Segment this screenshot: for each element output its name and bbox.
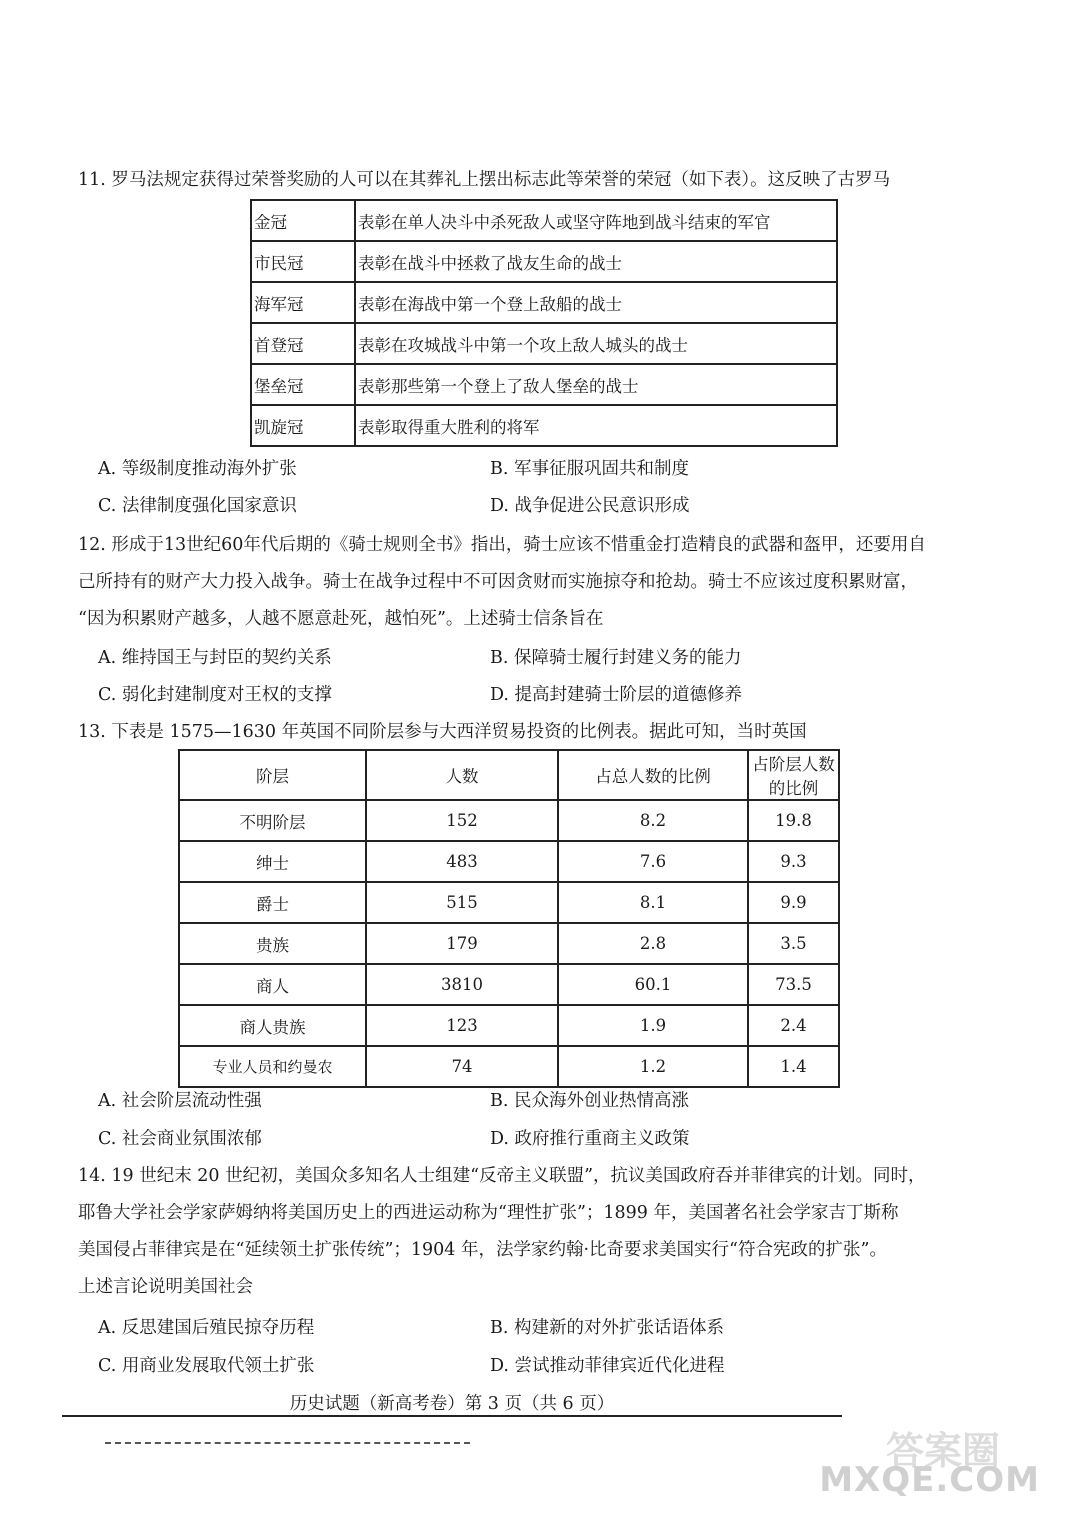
q13-investment-table — [178, 749, 840, 1088]
q14-option-a: A. 反思建国后殖民掠夺历程 — [98, 1318, 315, 1338]
table-cell: 2.8 — [558, 923, 748, 964]
table-cell: 爵士 — [179, 882, 366, 923]
crown-desc: 表彰在单人决斗中杀死敌人或坚守阵地到战斗结束的军官 — [355, 200, 837, 241]
crown-desc: 表彰取得重大胜利的将军 — [355, 405, 837, 446]
column-header: 阶层 — [179, 750, 366, 800]
q11-option-a: A. 等级制度推动海外扩张 — [98, 459, 297, 479]
q13-option-c: C. 社会商业氛围浓郁 — [98, 1129, 262, 1149]
q14-line: 美国侵占菲律宾是在“延续领土扩张传统”；1904 年，法学家约翰·比奇要求美国实行“符合宪政的扩张”。 — [78, 1240, 887, 1260]
q14-option-b: B. 构建新的对外扩张话语体系 — [490, 1318, 724, 1338]
table-cell: 1.4 — [748, 1046, 839, 1087]
table-row — [179, 1046, 839, 1087]
table-cell: 73.5 — [748, 964, 839, 1005]
column-header: 人数 — [366, 750, 558, 800]
column-header: 占总人数的比例 — [558, 750, 748, 800]
page-footer: 历史试题（新高考卷）第 3 页（共 6 页） — [289, 1394, 615, 1414]
crown-desc: 表彰在战斗中拯救了战友生命的战士 — [355, 241, 837, 282]
q13-stem: 13. 下表是 1575—1630 年英国不同阶层参与大西洋贸易投资的比例表。据此可知，当时英国 — [78, 722, 807, 742]
footer-divider — [62, 1415, 842, 1417]
q12-option-a: A. 维持国王与封臣的契约关系 — [98, 648, 332, 668]
q14-line: 上述言论说明美国社会 — [78, 1277, 253, 1297]
table-cell: 74 — [366, 1046, 558, 1087]
watermark-text: MXQE.COM — [819, 1460, 1040, 1500]
table-cell: 7.6 — [558, 841, 748, 882]
q14-stem — [78, 1158, 988, 1306]
table-cell: 1.2 — [558, 1046, 748, 1087]
q14-line: 耶鲁大学社会学家萨姆纳将美国历史上的西进运动称为“理性扩张”；1899 年，美国著名社会学家吉丁斯称 — [78, 1203, 899, 1223]
table-row — [251, 241, 837, 282]
table-cell: 179 — [366, 923, 558, 964]
q11-option-d: D. 战争促进公民意识形成 — [490, 496, 690, 516]
table-cell: 不明阶层 — [179, 800, 366, 841]
q11-option-c: C. 法律制度强化国家意识 — [98, 496, 297, 516]
table-cell: 商人贵族 — [179, 1005, 366, 1046]
table-cell: 9.9 — [748, 882, 839, 923]
table-cell: 19.8 — [748, 800, 839, 841]
q14-option-d: D. 尝试推动菲律宾近代化进程 — [490, 1356, 725, 1376]
table-row — [251, 364, 837, 405]
table-row — [179, 800, 839, 841]
q12-stem — [78, 527, 988, 638]
crown-name: 市民冠 — [251, 241, 355, 282]
table-header-row — [179, 750, 839, 800]
table-cell: 商人 — [179, 964, 366, 1005]
watermark-logo: 答案圈 — [885, 1429, 1000, 1473]
table-cell: 2.4 — [748, 1005, 839, 1046]
q12-option-c: C. 弱化封建制度对王权的支撑 — [98, 685, 332, 705]
q12-option-b: B. 保障骑士履行封建义务的能力 — [490, 648, 742, 668]
q13-option-d: D. 政府推行重商主义政策 — [490, 1129, 690, 1149]
q13-option-b: B. 民众海外创业热情高涨 — [490, 1091, 689, 1111]
table-cell: 1.9 — [558, 1005, 748, 1046]
table-cell: 483 — [366, 841, 558, 882]
table-cell: 515 — [366, 882, 558, 923]
column-header: 占阶层人数的比例 — [748, 750, 839, 800]
crown-name: 金冠 — [251, 200, 355, 241]
table-cell: 8.1 — [558, 882, 748, 923]
q12-line: 己所持有的财产大力投入战争。骑士在战争过程中不可因贪财而实施掠夺和抢劫。骑士不应该过度积累财富， — [78, 572, 918, 592]
q12-option-d: D. 提高封建骑士阶层的道德修养 — [490, 685, 743, 705]
table-cell: 60.1 — [558, 964, 748, 1005]
table-cell: 152 — [366, 800, 558, 841]
table-row — [251, 282, 837, 323]
q12-line: 12. 形成于13世纪60年代后期的《骑士规则全书》指出，骑士应该不惜重金打造精良的武器和盔甲，还要用自 — [78, 535, 926, 555]
table-row — [251, 323, 837, 364]
table-cell: 9.3 — [748, 841, 839, 882]
table-cell: 绅士 — [179, 841, 366, 882]
table-cell: 专业人员和约曼农 — [179, 1046, 366, 1087]
q11-option-b: B. 军事征服巩固共和制度 — [490, 459, 689, 479]
crown-name: 堡垒冠 — [251, 364, 355, 405]
footer-dashed-line — [105, 1442, 470, 1444]
crown-name: 首登冠 — [251, 323, 355, 364]
q13-option-a: A. 社会阶层流动性强 — [98, 1091, 262, 1111]
table-row — [251, 405, 837, 446]
crown-desc: 表彰在海战中第一个登上敌船的战士 — [355, 282, 837, 323]
table-cell: 8.2 — [558, 800, 748, 841]
q11-crown-table — [250, 199, 838, 447]
table-row — [179, 1005, 839, 1046]
crown-desc: 表彰那些第一个登上了敌人堡垒的战士 — [355, 364, 837, 405]
table-cell: 3.5 — [748, 923, 839, 964]
table-row — [179, 882, 839, 923]
q14-option-c: C. 用商业发展取代领土扩张 — [98, 1356, 315, 1376]
table-row — [179, 841, 839, 882]
table-cell: 贵族 — [179, 923, 366, 964]
crown-name: 凯旋冠 — [251, 405, 355, 446]
table-row — [179, 964, 839, 1005]
table-row — [179, 923, 839, 964]
crown-name: 海军冠 — [251, 282, 355, 323]
q12-line: “因为积累财产越多，人越不愿意赴死，越怕死”。上述骑士信条旨在 — [78, 609, 604, 629]
table-cell: 123 — [366, 1005, 558, 1046]
crown-desc: 表彰在攻城战斗中第一个攻上敌人城头的战士 — [355, 323, 837, 364]
q11-stem: 11. 罗马法规定获得过荣誉奖励的人可以在其葬礼上摆出标志此等荣誉的荣冠（如下表）。这反映了古罗马 — [78, 170, 891, 190]
q14-line: 14. 19 世纪末 20 世纪初，美国众多知名人士组建“反帝主义联盟”，抗议美国政府吞并菲律宾的计划。同时， — [78, 1166, 926, 1186]
table-row — [251, 200, 837, 241]
table-cell: 3810 — [366, 964, 558, 1005]
